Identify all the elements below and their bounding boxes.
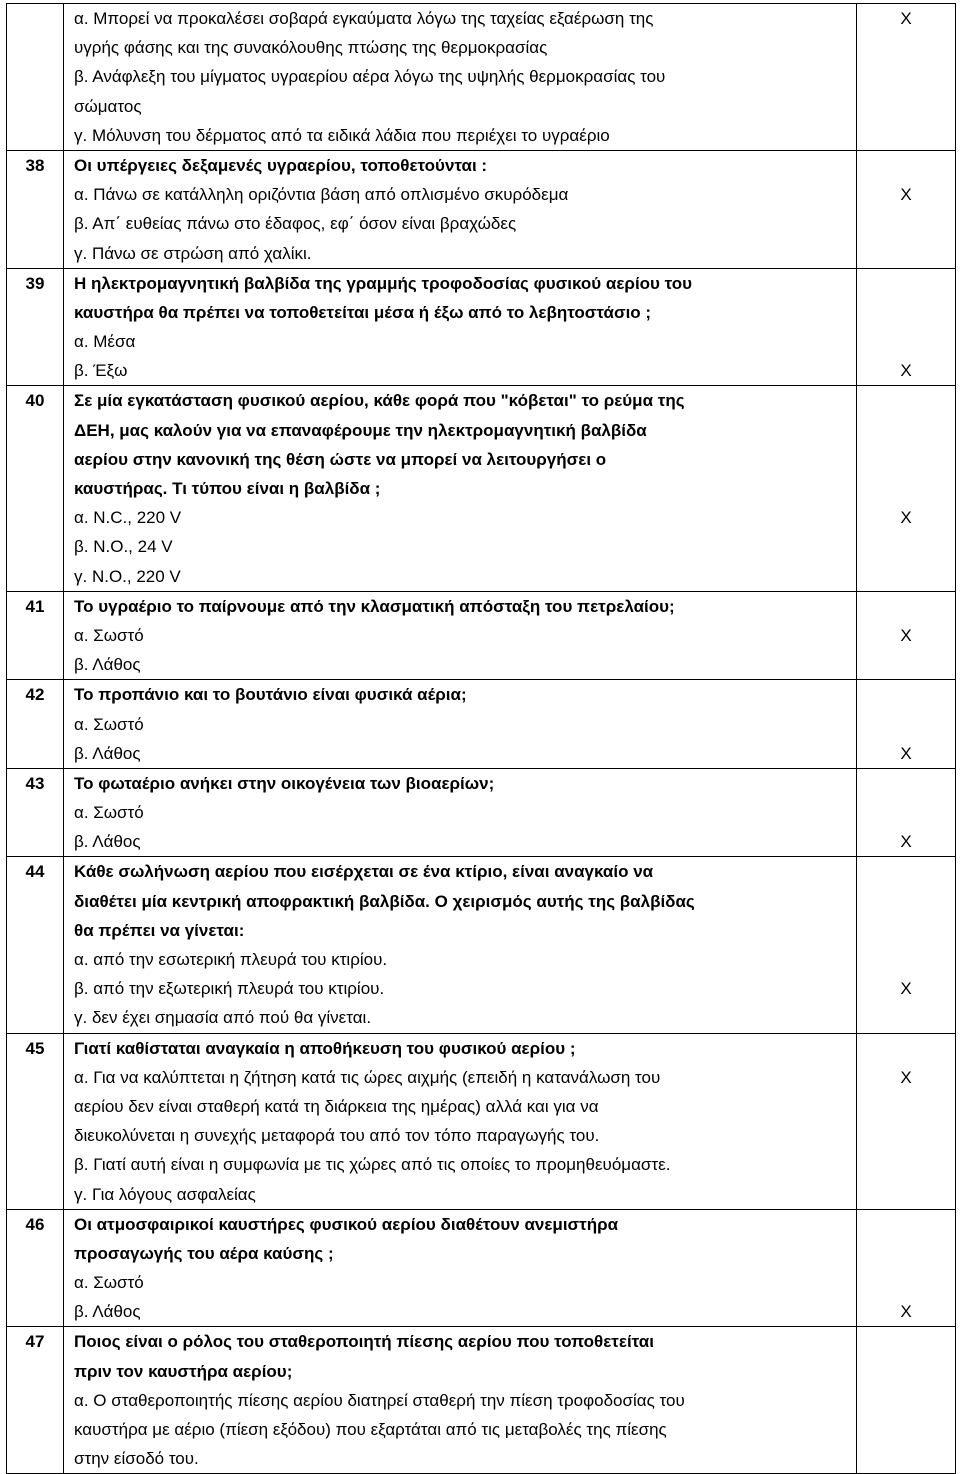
question-content: [64, 857, 857, 1033]
correct-answer-mark: X: [900, 9, 912, 28]
question-text-line: ΔΕΗ, μας καλούν για να επαναφέρουμε την ηλεκτρομαγνητική βαλβίδα: [74, 420, 647, 440]
answer-mark-column: [857, 1209, 956, 1327]
answer-option-line: διευκολύνεται η συνεχής μεταφορά του από τον τόπο παραγωγής του.: [74, 1126, 600, 1146]
question-content: [64, 1033, 857, 1209]
answer-option-line: β. Έξω: [74, 361, 128, 381]
answer-mark-column: [857, 150, 956, 268]
correct-answer-mark: X: [900, 185, 912, 205]
answer-option-line: α. Μέσα: [74, 332, 136, 352]
answer-option-line: υγρής φάσης και της συνακόλουθης πτώσης της θερμοκρασίας: [74, 38, 548, 58]
correct-answer-mark: [861, 298, 951, 327]
answer-option-line: α. από την εσωτερική πλευρά του κτιρίου.: [74, 950, 388, 969]
question-number: [7, 591, 64, 680]
correct-answer-mark: [861, 680, 951, 709]
question-row: [7, 857, 956, 1033]
question-text-line: προσαγωγής του αέρα καύσης ;: [74, 1243, 334, 1263]
answer-option-line: αερίου δεν είναι σταθερή κατά τη διάρκεια της ημέρας) αλλά και για να: [74, 1096, 599, 1116]
question-row: [7, 386, 956, 591]
correct-answer-mark: [861, 62, 951, 91]
answer-option-line: γ. Μόλυνση του δέρματος από τα ειδικά λάδια που περιέχει το υγραέριο: [74, 125, 610, 145]
question-number-text: 47: [25, 1332, 45, 1352]
answer-option-line: γ. Πάνω σε στρώση από χαλίκι.: [74, 243, 312, 263]
question-content: [64, 1209, 857, 1327]
question-content: [64, 386, 857, 591]
answer-option-line: β. Λάθος: [74, 1302, 141, 1322]
correct-answer-mark: [861, 239, 951, 268]
correct-answer-mark: [861, 1121, 951, 1150]
correct-answer-mark: [861, 1150, 951, 1179]
correct-answer-mark: [861, 416, 951, 445]
answer-option-line: γ. δεν έχει σημασία από πού θα γίνεται.: [74, 1008, 372, 1028]
answer-option-line: γ. N.O., 220 V: [74, 566, 181, 586]
question-row: [7, 150, 956, 268]
correct-answer-mark: [861, 562, 951, 591]
answer-mark-column: [857, 1033, 956, 1209]
correct-answer-mark: X: [900, 743, 912, 763]
question-row: [7, 768, 956, 857]
question-text-line: Οι ατμοσφαιρικοί καυστήρες φυσικού αερίου διαθέτουν ανεμιστήρα: [74, 1214, 619, 1234]
correct-answer-mark: [861, 887, 951, 916]
question-number-text: 42: [25, 685, 45, 705]
question-number-text: 46: [25, 1214, 45, 1234]
answer-option-line: α. Σωστό: [74, 1273, 144, 1293]
question-row: [7, 268, 956, 386]
answer-option-line: σώματος: [74, 96, 142, 116]
correct-answer-mark: [861, 1386, 951, 1415]
question-number: [7, 680, 64, 769]
question-content: [64, 268, 857, 386]
question-number: [7, 4, 64, 151]
correct-answer-mark: [861, 445, 951, 474]
correct-answer-mark: X: [900, 979, 912, 999]
correct-answer-mark: [861, 945, 951, 974]
correct-answer-mark: [861, 857, 951, 886]
answer-mark-column: [857, 1327, 956, 1474]
answer-mark-column: [857, 857, 956, 1033]
correct-answer-mark: [861, 532, 951, 561]
correct-answer-mark: X: [900, 832, 912, 852]
answer-mark-column: [857, 268, 956, 386]
correct-answer-mark: [861, 1415, 951, 1444]
question-text-line: Το προπάνιο και το βουτάνιο είναι φυσικά αέρια;: [74, 685, 467, 705]
correct-answer-mark: X: [900, 1067, 912, 1087]
answer-option-line: α. Σωστό: [74, 803, 144, 823]
correct-answer-mark: [861, 1210, 951, 1239]
correct-answer-mark: [861, 1092, 951, 1121]
question-content: [64, 150, 857, 268]
answer-option-line: καυστήρα με αέριο (πίεση εξόδου) που εξαρτάται από τις μεταβολές της πίεσης: [74, 1420, 667, 1439]
question-text-line: διαθέτει μία κεντρική αποφρακτική βαλβίδα. Ο χειρισμός αυτής της βαλβίδας: [74, 891, 695, 911]
question-number-text: 41: [25, 596, 45, 616]
correct-answer-mark: [861, 710, 951, 739]
question-number: [7, 1327, 64, 1474]
question-number: [7, 1033, 64, 1209]
correct-answer-mark: X: [900, 508, 912, 528]
correct-answer-mark: [861, 92, 951, 121]
correct-answer-mark: [861, 1180, 951, 1209]
answer-option-line: στην είσοδό του.: [74, 1449, 199, 1469]
question-number-text: 45: [25, 1038, 45, 1058]
answer-mark-column: [857, 768, 956, 857]
question-number: [7, 268, 64, 386]
answer-mark-column: [857, 386, 956, 591]
answer-option-line: α. Σωστό: [74, 625, 144, 645]
correct-answer-mark: [861, 769, 951, 798]
answer-option-line: α. Ο σταθεροποιητής πίεσης αερίου διατηρεί σταθερή την πίεση τροφοδοσίας του: [74, 1390, 685, 1410]
answer-option-line: α. Μπορεί να προκαλέσει σοβαρά εγκαύματα λόγω της ταχείας εξαέρωση της: [74, 9, 654, 28]
question-text-line: Το φωταέριο ανήκει στην οικογένεια των βιοαερίων;: [74, 773, 495, 793]
question-number: [7, 386, 64, 591]
question-text-line: πριν τον καυστήρα αερίου;: [74, 1361, 293, 1381]
question-number-text: 43: [25, 773, 45, 793]
question-row: [7, 591, 956, 680]
question-text-line: καυστήρα θα πρέπει να τοποθετείται μέσα ή έξω από το λεβητοστάσιο ;: [74, 302, 652, 322]
answer-option-line: β. Λάθος: [74, 743, 141, 763]
question-row: [7, 1209, 956, 1327]
question-text-line: Το υγραέριο το παίρνουμε από την κλασματική απόσταξη του πετρελαίου;: [74, 596, 675, 616]
answer-option-line: β. Ανάφλεξη του μίγματος υγραερίου αέρα λόγω της υψηλής θερμοκρασίας του: [74, 67, 666, 87]
answer-option-line: β. Γιατί αυτή είναι η συμφωνία με τις χώρες από τις οποίες το προμηθευόμαστε.: [74, 1155, 671, 1175]
answer-option-line: γ. Για λόγους ασφαλείας: [74, 1184, 256, 1204]
correct-answer-mark: [861, 209, 951, 238]
correct-answer-mark: [861, 1327, 951, 1356]
question-number: [7, 768, 64, 857]
question-row: [7, 1033, 956, 1209]
question-text-line: Κάθε σωλήνωση αερίου που εισέρχεται σε ένα κτίριο, είναι αναγκαίο να: [74, 862, 654, 882]
question-number: [7, 150, 64, 268]
answer-mark-column: [857, 680, 956, 769]
question-content: [64, 1327, 857, 1474]
correct-answer-mark: [861, 1034, 951, 1063]
answer-option-line: β. Απ΄ ευθείας πάνω στο έδαφος, εφ΄ όσον είναι βραχώδες: [74, 214, 517, 234]
answer-option-line: α. Σωστό: [74, 714, 144, 734]
correct-answer-mark: [861, 1444, 951, 1473]
question-content: [64, 680, 857, 769]
answer-mark-column: [857, 591, 956, 680]
question-text-line: θα πρέπει να γίνεται:: [74, 920, 245, 940]
question-number: [7, 857, 64, 1033]
question-row: [7, 4, 956, 151]
answer-option-line: α. N.C., 220 V: [74, 508, 182, 528]
answer-mark-column: [857, 4, 956, 151]
correct-answer-mark: [861, 650, 951, 679]
question-text-line: Ποιος είναι ο ρόλος του σταθεροποιητή πίεσης αερίου που τοποθετείται: [74, 1332, 654, 1352]
question-table: [6, 3, 956, 1474]
question-text-line: Η ηλεκτρομαγνητική βαλβίδα της γραμμής τροφοδοσίας φυσικού αερίου του: [74, 273, 693, 293]
question-content: [64, 591, 857, 680]
answer-option-line: α. Για να καλύπτεται η ζήτηση κατά τις ώρες αιχμής (επειδή η κατανάλωση του: [74, 1067, 661, 1087]
answer-option-line: α. Πάνω σε κατάλληλη οριζόντια βάση από οπλισμένο σκυρόδεμα: [74, 185, 569, 205]
question-number: [7, 1209, 64, 1327]
question-row: [7, 1327, 956, 1474]
correct-answer-mark: [861, 121, 951, 150]
question-content: [64, 4, 857, 151]
correct-answer-mark: [861, 592, 951, 621]
question-content: [64, 768, 857, 857]
question-number-text: 39: [25, 273, 45, 293]
question-text-line: καυστήρας. Τι τύπου είναι η βαλβίδα ;: [74, 479, 381, 498]
correct-answer-mark: [861, 151, 951, 180]
correct-answer-mark: [861, 1268, 951, 1297]
question-text-line: αερίου στην κανονική της θέση ώστε να μπορεί να λειτουργήσει ο: [74, 449, 607, 469]
correct-answer-mark: X: [900, 625, 912, 645]
question-number-text: 38: [25, 155, 45, 175]
correct-answer-mark: [861, 1239, 951, 1268]
answer-option-line: β. N.O., 24 V: [74, 537, 173, 557]
correct-answer-mark: [861, 1357, 951, 1386]
question-text-line: Γιατί καθίσταται αναγκαία η αποθήκευση του φυσικού αερίου ;: [74, 1038, 576, 1058]
correct-answer-mark: [861, 269, 951, 298]
correct-answer-mark: X: [900, 361, 912, 381]
correct-answer-mark: [861, 798, 951, 827]
correct-answer-mark: [861, 327, 951, 356]
correct-answer-mark: X: [900, 1302, 912, 1322]
correct-answer-mark: [861, 1003, 951, 1032]
correct-answer-mark: [861, 386, 951, 415]
answer-option-line: β. από την εξωτερική πλευρά του κτιρίου.: [74, 979, 385, 999]
question-number-text: [11, 4, 59, 33]
question-text-line: Οι υπέργειες δεξαμενές υγραερίου, τοποθετούνται :: [74, 155, 488, 175]
question-number-text: 44: [25, 862, 45, 882]
question-number-text: 40: [25, 391, 45, 411]
question-text-line: Σε μία εγκατάσταση φυσικού αερίου, κάθε φορά που "κόβεται" το ρεύμα της: [74, 391, 685, 411]
correct-answer-mark: [861, 916, 951, 945]
question-row: [7, 680, 956, 769]
correct-answer-mark: [861, 33, 951, 62]
correct-answer-mark: [861, 474, 951, 503]
answer-option-line: β. Λάθος: [74, 832, 141, 852]
answer-option-line: β. Λάθος: [74, 655, 141, 675]
